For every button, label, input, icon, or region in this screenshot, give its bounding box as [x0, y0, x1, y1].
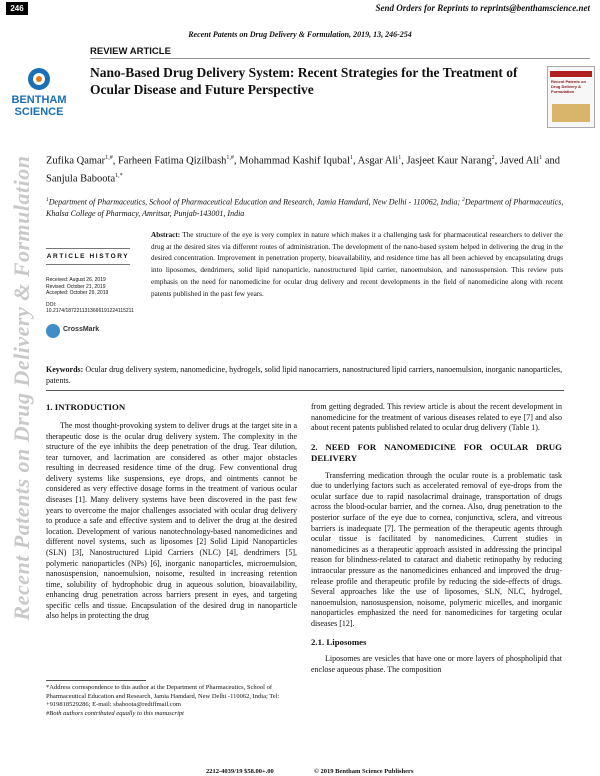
received-date: Received: August 26, 2019 [46, 277, 106, 283]
keywords-label: Keywords: [46, 365, 84, 374]
section-heading-need-for-nanomedicine: 2. NEED FOR NANOMEDICINE FOR OCULAR DRUG DELIVERY [311, 441, 562, 463]
author-list: Zufika Qamar$^{1,\#}$, Farheen Fatima Qizilbash$^{1,\#}$, Mohammad Kashif Iqubal$^1$, Asgar Ali$^1$, Jasjeet Kaur Narang$^2$, Javed Ali$^1$ and Sanjula Baboota$^{1,*}$ [46, 155, 561, 184]
liposomes-paragraph: Liposomes are vesicles that have one or more layers of phospholipid that enclose aqueous phase. The composition [311, 654, 562, 674]
article-title: Nano-Based Drug Delivery System: Recent Strategies for the Treatment of Ocular Disease and Future Perspective [90, 65, 518, 97]
bentham-science-logo [8, 64, 70, 118]
keywords-text: Ocular drug delivery system, nanomedicine, hydrogels, solid lipid nanocarriers, nanostructured lipid carriers, nanoemulsion, inorganic nanoparticles, patents. [46, 365, 563, 386]
logo-line-2: SCIENCE [14, 106, 64, 118]
cover-title: Recent Patents on Drug Delivery & Formulation [551, 79, 586, 94]
revised-date: Revised: October 21, 2019 [46, 283, 106, 290]
crossmark-label: CrossMark [63, 326, 100, 333]
left-column [46, 402, 297, 622]
keywords-divider [46, 390, 564, 391]
journal-cover-thumbnail [547, 66, 595, 128]
doi-label: DOI: [46, 301, 57, 308]
footnote-rule [46, 680, 146, 681]
logo-line-1: BENTHAM [11, 94, 67, 106]
accepted-date: Accepted: October 29, 2019 [46, 290, 109, 297]
keywords [46, 364, 564, 386]
history-bottom-rule [46, 264, 130, 265]
section-heading-introduction: 1. INTRODUCTION [46, 402, 126, 412]
intro-paragraph: The most thought-provoking system to deliver drugs at the target site in a therapeutic dose is the ocular drug delivery system. The complexity in the structure of the eye inhibits the deep penetration of the drug. Tear dilution, tear turnover, and lacrimation are considered as other major obstacles resulting in decreased residence time of the drug. Few conventional drug delivery systems like suspensions, eye drops, and ointments cannot be considered as very effective dosage forms in the treatment of various ocular diseases [1]. Many delivery systems have been discovered in the past few years to overcome the major challenges associated with ocular drug delivery to produce a safe and effective system and to deliver the drug at the desired location. Development of various nanotechnology-based nanomedicines and different novel systems, such as liposomes [2] Solid Lipid Nanoparticles (SLN) [3], Nanostructured Lipid Carriers (NLC) [4], dendrimers [5], polymeric nanoparticles (NPs) [6], inorganic nanoparticles, microemulsion, nanosuspension, nanoemulsion, noisome, resulted in increasing retention time, solubility of hydrophobic drug in aqueous solution, bioavailability, enhancing drug penetration across barriers present in eyes, and targeting specific cells and tissue. Encapsulation of the desired drug in nanoparticle also helps in protecting the drug [46, 421, 297, 621]
article-history-heading: ARTICLE HISTORY [46, 253, 130, 260]
article-type: REVIEW ARTICLE [90, 46, 171, 57]
copyright: © 2019 Bentham Science Publishers [314, 768, 414, 775]
header-divider [90, 58, 590, 59]
history-top-rule [46, 248, 130, 249]
logo-icon [26, 64, 52, 94]
correspondence-note: *Address correspondence to this author at the Department of Pharmaceutics, School of Pharmaceutical Education and Research, Jamia Hamdard, New Delhi -110062, India; Tel: +919818529286; E-mail: sbaboota@rediffmail.com [46, 684, 280, 709]
crossmark-icon [46, 324, 60, 338]
reprints-notice: Send Orders for Reprints to reprints@benthamscience.net [375, 3, 590, 13]
intro-continuation: from getting degraded. This review article is about the recent development in nanomedicine for the treatment of various diseases related to eye [7] and also about recent patents published related to ocular drug delivery (Table 1). [311, 402, 562, 433]
issn-price: 2212-4039/19 $58.00+.00 [206, 768, 274, 775]
doi-link[interactable]: 10.2174/1872211313666191224115211 [46, 308, 134, 315]
abstract-text: The structure of the eye is very complex in nature which makes it a challenging task for pharmaceutical researchers to deliver the drug at the desired sites via different routes of administration. The development of the nano-based system helped in delivering the drug in the desired concentration. Improvement in penetration property, bioavailability, and residence time has all been achieved by encapsulating drugs into liposomes, dendrimers, solid lipid nanoparticle, nanostructured lipid carrier, nanoemulsion, and nanosuspension. This review puts emphasis on the need for nanomedicine for ocular drug delivery and recent developments in the field of nanomedicine along with recent patents published in the past few years. [151, 231, 563, 298]
affiliations: $^1$Department of Pharmaceutics, School of Pharmaceutical Education and Research, Jamia Hamdard, New Delhi - 110062, India; $^2$Department of Pharmaceutics, Khalsa College of Pharmacy, Amritsar, Punjab-143001, India [46, 197, 564, 218]
article-history [46, 277, 138, 315]
footnote [46, 684, 297, 718]
abstract-label: Abstract: [151, 231, 181, 239]
page-number: 246 [6, 2, 28, 15]
journal-watermark: Recent Patents on Drug Delivery & Formulation [9, 155, 34, 621]
abstract [151, 230, 563, 300]
section-heading-liposomes: 2.1. Liposomes [311, 637, 367, 648]
equal-contribution-note: #Both authors contributed equally to this manuscript [46, 709, 184, 717]
right-column [311, 402, 562, 676]
journal-citation: Recent Patents on Drug Delivery & Formulation, 2019, 13, 246-254 [188, 30, 412, 39]
crossmark-badge[interactable] [46, 323, 126, 341]
need-paragraph: Transferring medication through the ocular route is a problematic task due to underlying factors such as accelerated removal of eye-drops from the ocular surface due to rapid nasolacrimal drainage, transportation of drugs across the blood-ocular barrier, and the cornea. Also, drug penetration to the posterior surface of the eye due to cornea, conjunctiva, sclera, and vitreous barriers is inadequate [7]. The permeation of the therapeutic agents through ocular tissue is facilitated by nanomedicines. Current studies in nanomedicines as a therapeutic approach assisted in addressing the principal reason for blindness-related to cataract and diabetic retinopathy by reducing intraocular pressure as the nanomedicines enhanced and improved the drug-release profile and therapeutic profile by reducing the side-effects of drugs. Several approaches like the use of liposomes, SLN, NLC, hydrogel, nanoemulsion, nanosuspension, noisome, polymeric micelles, and inorganic nanoparticles emphasized the need for nanomedicines for targeting ocular diseases [12]. [311, 470, 562, 628]
